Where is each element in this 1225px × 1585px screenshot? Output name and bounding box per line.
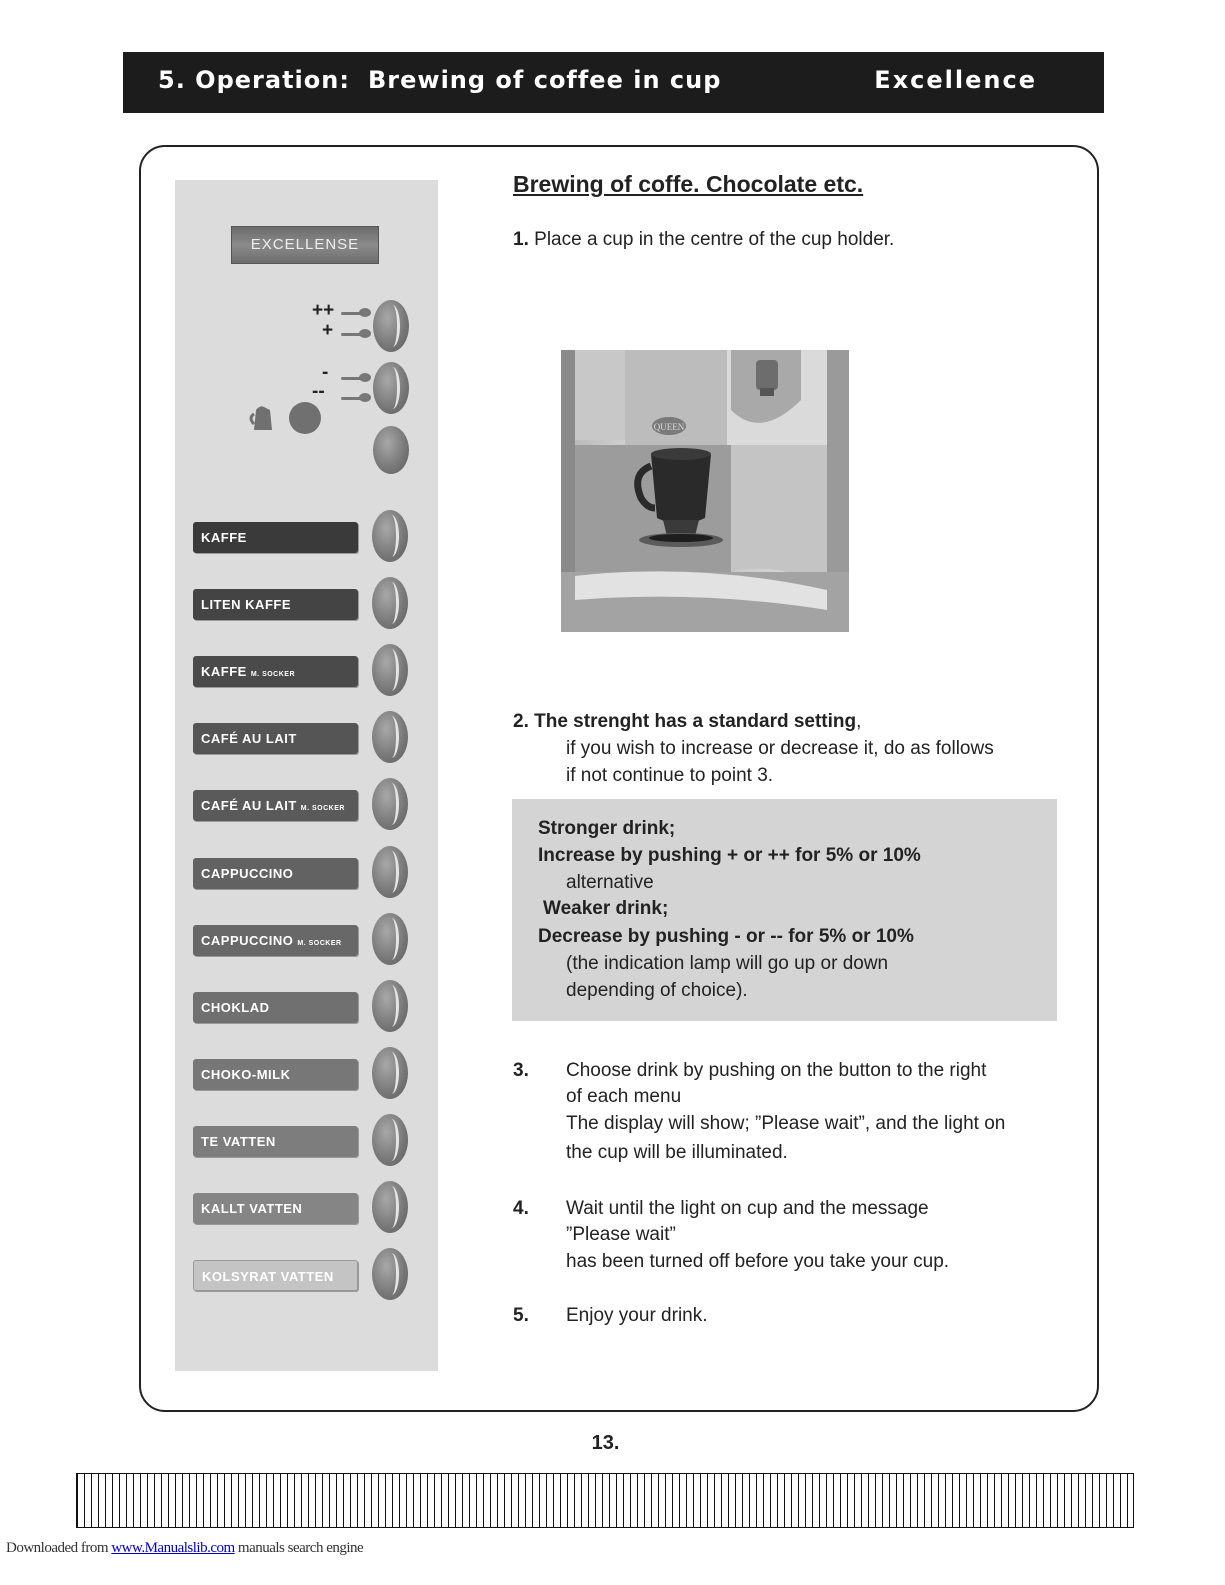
strength-minus-label: -	[322, 362, 329, 383]
drink-menu-label-text: CAPPUCCINO	[201, 933, 294, 948]
step-3-line-2: of each menu	[566, 1086, 682, 1107]
section-number: 5. Operation:	[158, 66, 350, 94]
drink-select-button[interactable]	[372, 846, 408, 898]
step-4-number: 4.	[513, 1198, 529, 1219]
drink-menu-label	[193, 992, 358, 1023]
note-line-4: Weaker drink;	[543, 898, 669, 919]
drink-menu-label	[193, 925, 358, 956]
step-4-line-1: Wait until the light on cup and the message	[566, 1198, 929, 1219]
note-line-1: Stronger drink;	[538, 818, 676, 839]
page-header	[123, 52, 1104, 113]
step-2-heading	[513, 711, 861, 733]
strength-minusminus-label: --	[312, 381, 325, 402]
step-2-line-2: if you wish to increase or decrease it, do as follows	[566, 738, 994, 759]
jug-button[interactable]	[373, 426, 409, 474]
note-line-6: (the indication lamp will go up or down	[566, 953, 889, 974]
drink-select-button[interactable]	[372, 577, 408, 629]
step-3-line-3: The display will show; ”Please wait”, and the light on	[566, 1113, 1006, 1134]
footer-prefix: Downloaded from	[6, 1540, 112, 1556]
drink-select-button[interactable]	[372, 1181, 408, 1233]
drink-menu-label	[193, 522, 358, 553]
jug-indicator-lamp	[289, 402, 321, 434]
drink-select-button[interactable]	[372, 980, 408, 1032]
spoon-icon	[341, 333, 367, 336]
drink-menu-label-text: CAPPUCCINO	[201, 866, 294, 881]
drink-menu-label-text: CAFÉ AU LAIT	[201, 798, 297, 813]
footer-note	[6, 1540, 363, 1557]
step-1	[513, 229, 894, 251]
drink-menu-sugar-note: M. SOCKER	[297, 940, 342, 947]
page-heading: Brewing of coffe. Chocolate etc.	[513, 171, 864, 197]
panel-display: EXCELLENSE	[231, 226, 379, 264]
drink-menu-label	[193, 790, 358, 821]
drink-menu-label-text: TE VATTEN	[201, 1134, 276, 1149]
step-1-text: Place a cup in the centre of the cup holder.	[534, 229, 895, 250]
note-line-5: Decrease by pushing - or -- for 5% or 10%	[538, 926, 914, 947]
drink-select-button[interactable]	[372, 1047, 408, 1099]
drink-select-button[interactable]	[372, 1114, 408, 1166]
strength-decrease-button[interactable]	[373, 362, 409, 414]
spoon-icon	[341, 312, 367, 315]
drink-menu-label	[193, 1126, 358, 1157]
cup-holder-photo	[561, 350, 849, 632]
note-line-2: Increase by pushing + or ++ for 5% or 10%	[538, 845, 921, 866]
step-2-bold: 2. The strenght has a standard setting	[513, 711, 857, 732]
strength-plusplus-label: ++	[312, 300, 335, 321]
section-title: Brewing of coffee in cup	[368, 66, 722, 94]
drink-select-button[interactable]	[372, 711, 408, 763]
step-5-text: Enjoy your drink.	[566, 1305, 708, 1326]
step-3-number: 3.	[513, 1060, 529, 1081]
manualslib-link[interactable]: www.Manualslib.com	[111, 1540, 235, 1556]
drink-select-button[interactable]	[372, 644, 408, 696]
drink-menu-label	[193, 1260, 358, 1291]
drink-menu-sugar-note: M. SOCKER	[250, 671, 296, 678]
coffee-machine-illustration	[561, 350, 849, 632]
footer-suffix: manuals search engine	[234, 1540, 364, 1556]
step-3-line-1: Choose drink by pushing on the button to the right	[566, 1060, 987, 1081]
drink-menu-label	[193, 1059, 358, 1090]
note-line-7: depending of choice).	[566, 980, 748, 1001]
drink-menu-label-text: KAFFE	[201, 664, 247, 679]
spoon-icon	[341, 397, 367, 400]
drink-menu-label	[193, 589, 358, 620]
drink-select-button[interactable]	[372, 778, 408, 830]
step-4-line-3: has been turned off before you take your cup.	[566, 1251, 950, 1272]
strength-plus-label: +	[322, 320, 334, 341]
step-2-comma: ,	[856, 711, 862, 732]
page-number: 13.	[591, 1432, 620, 1454]
drink-select-button[interactable]	[372, 1248, 408, 1300]
drink-menu-label-text: LITEN KAFFE	[201, 597, 291, 612]
drink-menu-label	[193, 1193, 358, 1224]
strength-increase-button[interactable]	[373, 300, 409, 352]
step-4-line-2: ”Please wait”	[566, 1224, 676, 1245]
drink-menu-label-text: CHOKO-MILK	[201, 1067, 291, 1082]
drink-menu-label-text: KAFFE	[201, 530, 247, 545]
brand-name: Excellence	[874, 66, 1037, 94]
drink-menu-label	[193, 656, 358, 687]
note-line-3: alternative	[566, 872, 654, 893]
drink-menu-label	[193, 723, 358, 754]
footer-stripe	[76, 1473, 1134, 1528]
drink-menu-label-text: KOLSYRAT VATTEN	[202, 1269, 334, 1284]
drink-menu-sugar-note: M. SOCKER	[300, 805, 345, 812]
drink-select-button[interactable]	[372, 913, 408, 965]
step-5-number: 5.	[513, 1305, 529, 1326]
drink-menu-label	[193, 858, 358, 889]
drink-menu-label-text: KALLT VATTEN	[201, 1201, 303, 1216]
step-1-number: 1.	[513, 229, 529, 250]
spoon-icon	[341, 377, 367, 380]
jug-icon	[248, 404, 278, 432]
drink-menu-label-text: CAFÉ AU LAIT	[201, 731, 297, 746]
photo-logo: QUEEN	[653, 422, 685, 432]
drink-select-button[interactable]	[372, 510, 408, 562]
drink-menu-label-text: CHOKLAD	[201, 1000, 270, 1015]
step-2-line-3: if not continue to point 3.	[566, 765, 774, 786]
step-3-line-4: the cup will be illuminated.	[566, 1142, 788, 1163]
